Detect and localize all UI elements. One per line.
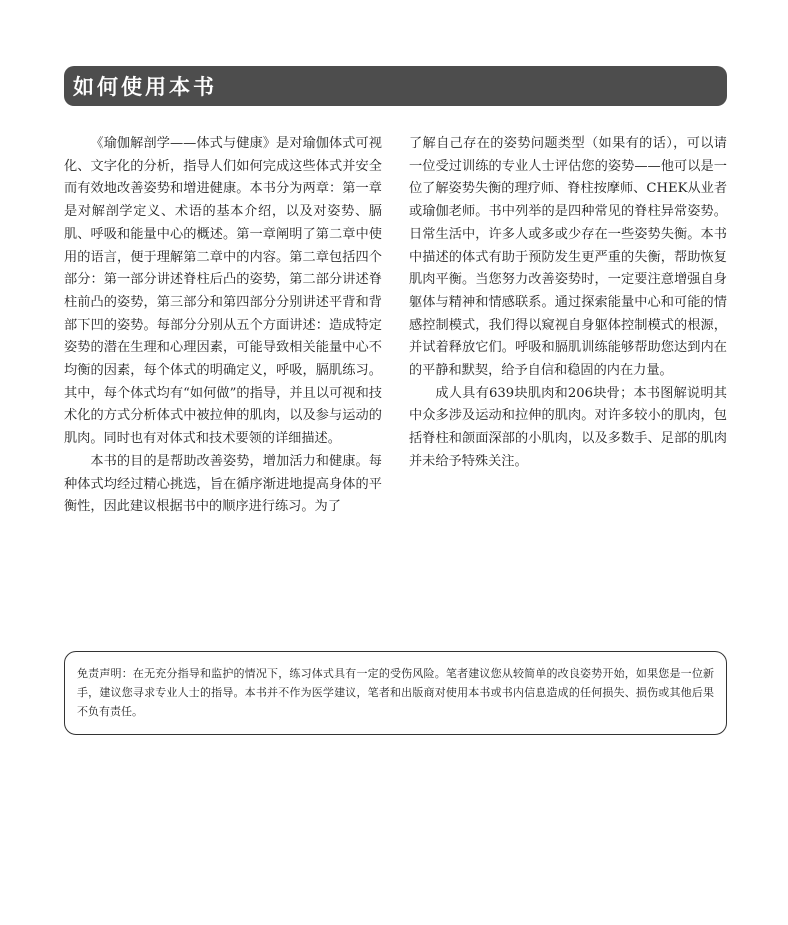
paragraph: 成人具有639块肌肉和206块骨；本书图解说明其中众多涉及运动和拉伸的肌肉。对许多较小的肌肉，包括脊柱和颌面深部的小肌肉，以及多数手、足部的肌肉并未给予特殊关注。 (409, 385, 727, 469)
right-text-column (409, 133, 727, 474)
disclaimer-text: 免责声明：在无充分指导和监护的情况下，练习体式具有一定的受伤风险。笔者建议您从较简单的改良姿势开始，如果您是一位新手，建议您寻求专业人士的指导。本书并不作为医学建议，笔者和出版商对使用本书或书内信息造成的任何损失、损伤或其他后果不负有责任。 (77, 667, 714, 718)
paragraph: 了解自己存在的姿势问题类型（如果有的话），可以请一位受过训练的专业人士评估您的姿势——他可以是一位了解姿势失衡的理疗师、脊柱按摩师、CHEK从业者或瑜伽老师。书中列举的是四种常见的脊柱异常姿势。日常生活中，许多人或多或少存在一些姿势失衡。本书中描述的体式有助于预防发生更严重的失衡，帮助恢复肌肉平衡。当您努力改善姿势时，一定要注意增强自身躯体与精神和情感联系。通过探索能量中心和可能的情感控制模式，我们得以窥视自身躯体控制模式的根源，并试着释放它们。呼吸和膈肌训练能够帮助您达到内在的平静和默契，给予自信和稳固的内在力量。 (409, 136, 728, 379)
section-title: 如何使用本书 (73, 75, 217, 99)
left-text-column (64, 133, 382, 519)
paragraph: 《瑜伽解剖学——体式与健康》是对瑜伽体式可视化、文字化的分析，指导人们如何完成这些体式并安全而有效地改善姿势和增进健康。本书分为两章：第一章是对解剖学定义、术语的基本介绍，以及对姿势、膈肌、呼吸和能量中心的概述。第一章阐明了第二章中使用的语言，便于理解第二章中的内容。第二章包括四个部分：第一部分讲述脊柱后凸的姿势，第二部分讲述脊柱前凸的姿势，第三部分和第四部分分别讲述平背和背部下凹的姿势。每部分分别从五个方面讲述：造成特定姿势的潜在生理和心理因素，可能导致相关能量中心不均衡的因素，每个体式的明确定义，呼吸，膈肌练习。其中，每个体式均有“如何做”的指导，并且以可视和技术化的方式分析体式中被拉伸的肌肉，以及参与运动的肌肉。同时也有对体式和技术要领的详细描述。 (64, 136, 382, 447)
paragraph: 本书的目的是帮助改善姿势，增加活力和健康。每种体式均经过精心挑选，旨在循序渐进地提高身体的平衡性，因此建议根据书中的顺序进行练习。为了 (64, 453, 382, 515)
section-title-bar (64, 66, 727, 106)
disclaimer-box (64, 651, 727, 735)
